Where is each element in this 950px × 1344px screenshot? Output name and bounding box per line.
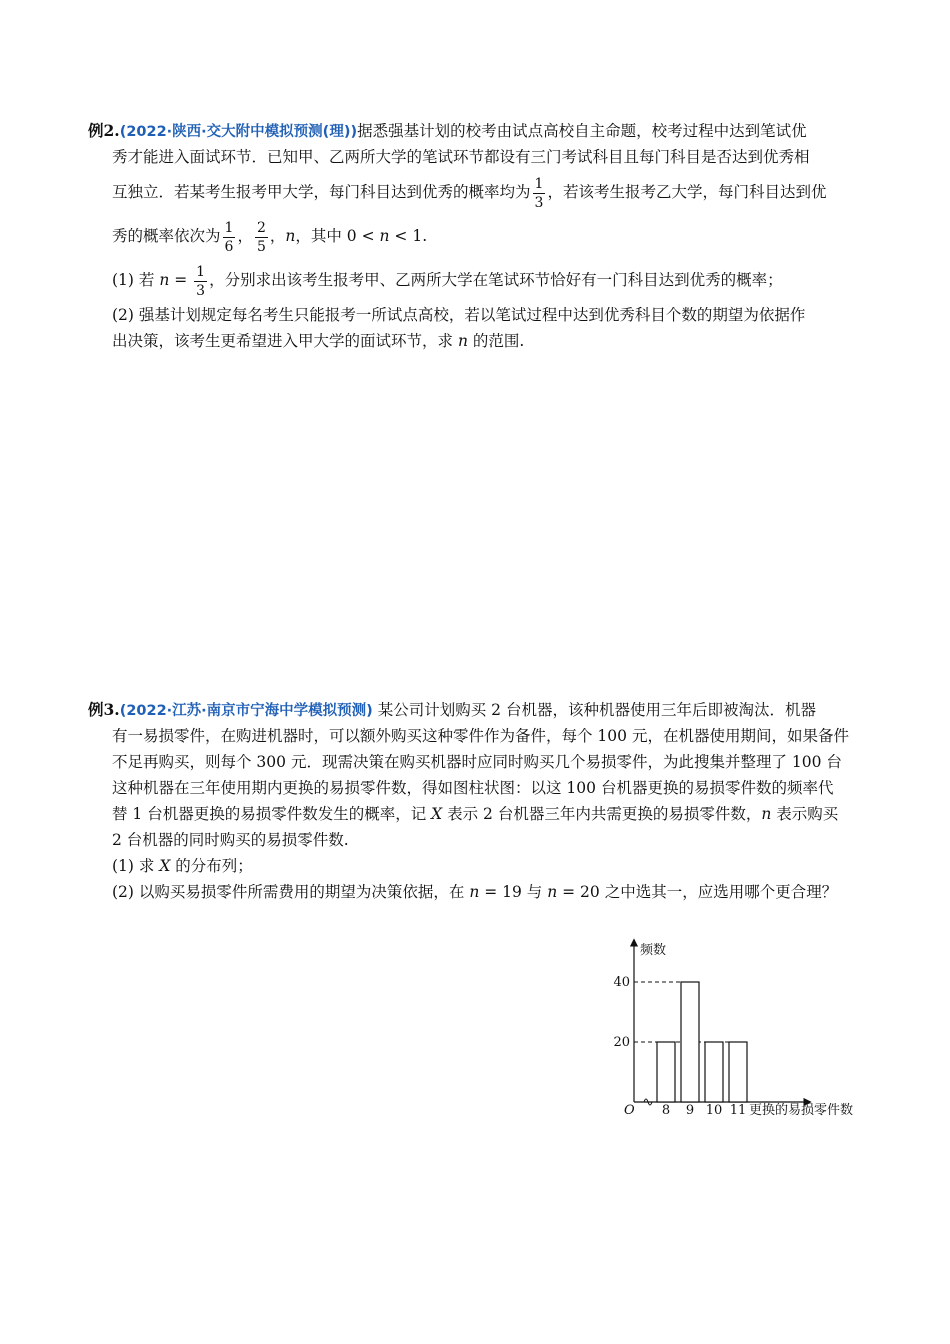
example-2-line-1: 例2.(2022·陕西·交大附中模拟预测(理))据悉强基计划的校考由试点高校自主命题，校考过程中达到笔试优 (88, 121, 807, 140)
x-axis-label: 更换的易损零件数 (749, 1103, 854, 1118)
example-3-line-1: 例3.(2022·江苏·南京市宁海中学模拟预测) 某公司计划购买 2 台机器，该种机器使用三年后即被淘汰．机器 (88, 700, 816, 719)
x-tick-label: 10 (705, 1103, 723, 1118)
x-tick-label: 8 (661, 1103, 671, 1118)
example-3-line-4: 这种机器在三年使用期内更换的易损零件数，得如图柱状图：以这 100 台机器更换的易损零件数的频率代 (112, 779, 834, 797)
example-3-line-6: 2 台机器的同时购买的易损零件数. (112, 831, 349, 849)
example-label: 例2. (88, 121, 120, 140)
example-2-question-1: (1) 若 n = $\frac{1}{3}$ ，分别求出该考生报考甲、乙两所大学在笔试环节恰好有一门科目达到优秀的概率； (112, 263, 783, 299)
fraction: $\frac{2}{5}$ (256, 219, 266, 255)
example-source: (2022·陕西·交大附中模拟预测(理)) (119, 124, 358, 140)
y-tick-label: 40 (613, 975, 630, 990)
example-3-question-2: (2) 以购买易损零件所需费用的期望为决策依据，在 n = 19 与 n = 20 之中选其一，应选用哪个更合理？ (112, 883, 838, 901)
x-tick-label: 11 (729, 1103, 747, 1118)
bar-11 (729, 1042, 747, 1102)
y-tick-label: 20 (613, 1035, 630, 1050)
example-3 (88, 697, 868, 905)
example-2-line-4: 秀的概率依次为 $\frac{1}{6}$ ， $\frac{2}{5}$ ，n，其中 0 < n < 1. (112, 219, 428, 255)
example-source: (2022·江苏·南京市宁海中学模拟预测) (119, 703, 373, 719)
x-tick-label: 9 (685, 1103, 695, 1118)
example-3-question-1: (1) 求 X 的分布列； (112, 857, 253, 875)
example-3-line-2: 有一易损零件，在购进机器时，可以额外购买这种零件作为备件，每个 100 元，在机器使用期间，如果备件 (112, 727, 849, 745)
y-axis-label: 频数 (640, 943, 667, 958)
example-3-line-5: 替 1 台机器更换的易损零件数发生的概率，记 X 表示 2 台机器三年内共需更换的易损零件数，n 表示购买 (112, 805, 839, 823)
fraction: $\frac{1}{3}$ (196, 263, 206, 299)
example-3-line-3: 不足再购买，则每个 300 元．现需决策在购买机器时应同时购买几个易损零件，为此搜集并整理了 100 台 (112, 753, 842, 771)
bar-8 (657, 1042, 675, 1102)
example-2-question-2-cont: 出决策，该考生更希望进入甲大学的面试环节，求 n 的范围. (112, 332, 525, 350)
example-2-line-3: 互独立．若某考生报考甲大学，每门科目达到优秀的概率均为 $\frac{1}{3}$ ，若该考生报考乙大学，每门科目达到优 (112, 175, 827, 211)
bar-chart (600, 930, 880, 1130)
fraction: $\frac{1}{3}$ (534, 175, 544, 211)
example-2 (88, 118, 868, 354)
bar-9 (681, 982, 699, 1102)
origin-label: O (624, 1103, 635, 1118)
bar-10 (705, 1042, 723, 1102)
example-2-question-2: (2) 强基计划规定每名考生只能报考一所试点高校，若以笔试过程中达到优秀科目个数的期望为依据作 (112, 306, 806, 324)
example-2-line-2: 秀才能进入面试环节．已知甲、乙两所大学的笔试环节都设有三门考试科目且每门科目是否达到优秀相 (112, 148, 810, 166)
example-label: 例3. (88, 700, 120, 719)
fraction: $\frac{1}{6}$ (224, 219, 234, 255)
